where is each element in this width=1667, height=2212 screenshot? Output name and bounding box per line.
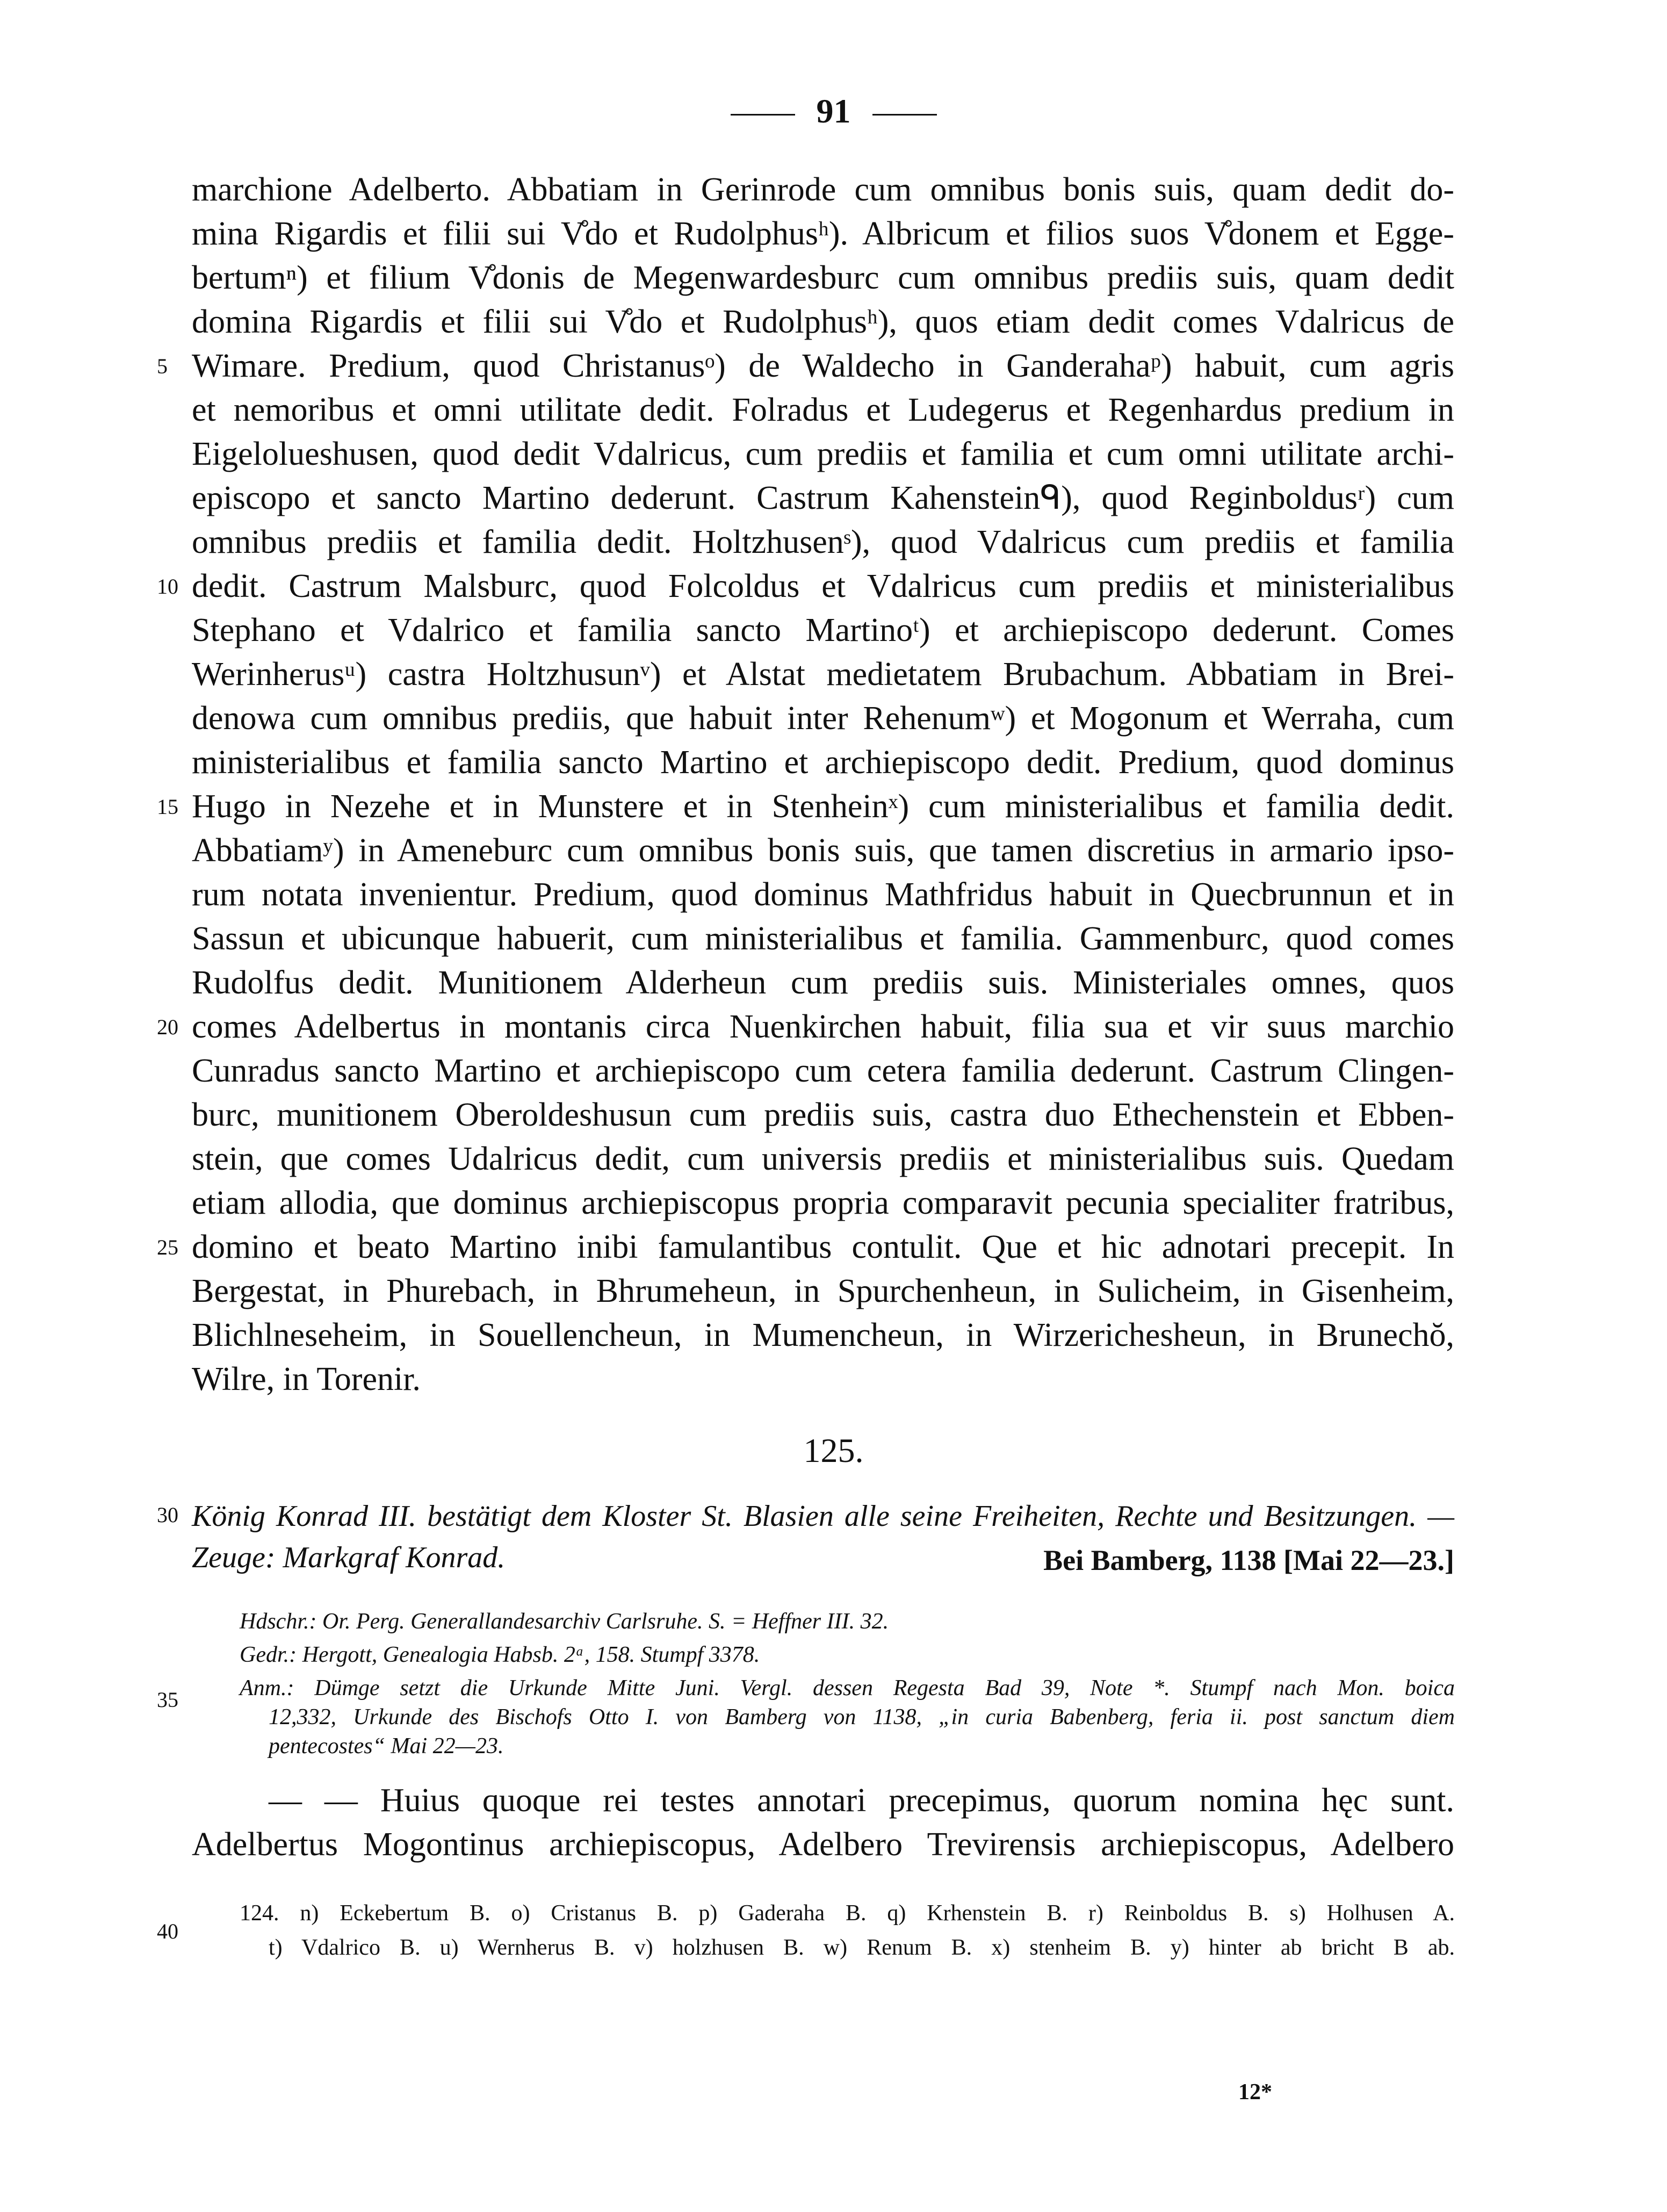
text-line: bertumⁿ) et filium V̊donis de Megenwardesburc cum omnibus prediis suis, quam dedit <box>192 260 1454 296</box>
header-rule-left <box>731 114 795 116</box>
text-line: etiam allodia, que dominus archiepiscopus propria comparavit pecunia specialiter fratribus, <box>192 1185 1454 1221</box>
page-header <box>0 94 1667 128</box>
line-number: 40 <box>157 1919 178 1943</box>
line-number: 5 <box>157 354 168 378</box>
line-number: 25 <box>157 1235 178 1259</box>
signature-mark: 12* <box>1238 2080 1272 2105</box>
text-line: omnibus prediis et familia dedit. Holtzhusenˢ), quod Vdalricus cum prediis et familia <box>192 524 1454 560</box>
line-number: 15 <box>157 795 178 819</box>
text-line: burc, munitionem Oberoldeshusun cum prediis suis, castra duo Ethechenstein et Ebben- <box>192 1097 1454 1133</box>
page-number: 91 <box>816 92 851 130</box>
apparatus-line: Anm.: Dümge setzt die Urkunde Mitte Juni. Vergl. dessen Regesta Bad 39, Note *. Stumpf nach Mon. boica <box>240 1676 1455 1701</box>
text-line: comes Adelbertus in montanis circa Nuenkirchen habuit, filia sua et vir suus marchio <box>192 1008 1454 1045</box>
regest-line: Zeuge: Markgraf Konrad. <box>192 1541 506 1574</box>
text-line: — — Huius quoque rei testes annotari precepimus, quorum nomina hęc sunt. <box>269 1782 1454 1819</box>
apparatus-line: 12,332, Urkunde des Bischofs Otto I. von Bamberg von 1138, „in curia Babenberg, feria ii. post sanctum diem <box>269 1705 1455 1730</box>
regest-line: König Konrad III. bestätigt dem Kloster St. Blasien alle seine Freiheiten, Rechte und Besitzungen. — <box>192 1500 1454 1533</box>
text-line: denowa cum omnibus prediis, que habuit inter Rehenumʷ) et Mogonum et Werraha, cum <box>192 700 1454 737</box>
text-line: Wilre, in Torenir. <box>192 1361 421 1397</box>
line-number: 20 <box>157 1015 178 1039</box>
text-line: domino et beato Martino inibi famulantibus contulit. Que et hic adnotari precepit. In <box>192 1229 1454 1265</box>
apparatus-line: Hdschr.: Or. Perg. Generallandesarchiv Carlsruhe. S. = Heffner III. 32. <box>240 1609 889 1634</box>
text-line: domina Rigardis et filii sui V̊do et Rudolphusʰ), quos etiam dedit comes Vdalricus de <box>192 304 1454 340</box>
text-line: Rudolfus dedit. Munitionem Alderheun cum prediis suis. Ministeriales omnes, quos <box>192 964 1454 1001</box>
text-line: stein, que comes Udalricus dedit, cum universis prediis et ministerialibus suis. Quedam <box>192 1141 1454 1177</box>
line-number: 10 <box>157 574 178 599</box>
footnote-line: t) Vdalrico B. u) Wernherus B. v) holzhusen B. w) Renum B. x) stenheim B. y) hinter ab bricht B ab. <box>269 1935 1455 1960</box>
header-rule-right <box>872 114 937 116</box>
text-line: Abbatiamʸ) in Ameneburc cum omnibus bonis suis, que tamen discretius in armario ipso- <box>192 832 1454 869</box>
line-number: 30 <box>157 1503 178 1527</box>
apparatus-line: Gedr.: Hergott, Genealogia Habsb. 2ᵃ, 158. Stumpf 3378. <box>240 1642 760 1667</box>
footnote-line: 124. n) Eckebertum B. o) Cristanus B. p) Gaderaha B. q) Krhenstein B. r) Reinboldus B. s) Holhusen A. <box>240 1901 1455 1926</box>
text-line: episcopo et sancto Martino dederunt. Castrum Kahensteinᑫ), quod Reginboldusʳ) cum <box>192 480 1454 516</box>
line-number: 35 <box>157 1688 178 1712</box>
text-line: Cunradus sancto Martino et archiepiscopo cum cetera familia dederunt. Castrum Clingen- <box>192 1053 1454 1089</box>
text-line: Stephano et Vdalrico et familia sancto Martinoᵗ) et archiepiscopo dederunt. Comes <box>192 612 1454 649</box>
apparatus-line: pentecostes“ Mai 22—23. <box>269 1734 504 1759</box>
document-date: Bei Bamberg, 1138 [Mai 22—23.] <box>1043 1544 1454 1576</box>
text-line: marchione Adelberto. Abbatiam in Gerinrode cum omnibus bonis suis, quam dedit do- <box>192 171 1454 208</box>
text-line: mina Rigardis et filii sui V̊do et Rudolphusʰ). Albricum et filios suos V̊donem et Egge- <box>192 215 1454 252</box>
text-line: Bergestat, in Phurebach, in Bhrumeheun, in Spurchenheun, in Sulicheim, in Gisenheim, <box>192 1273 1454 1309</box>
text-line: Sassun et ubicunque habuerit, cum ministerialibus et familia. Gammenburc, quod comes <box>192 920 1454 957</box>
text-line: dedit. Castrum Malsburc, quod Folcoldus et Vdalricus cum prediis et ministerialibus <box>192 568 1454 604</box>
text-line: Eigelolueshusen, quod dedit Vdalricus, cum prediis et familia et cum omni utilitate archi- <box>192 436 1454 472</box>
text-line: Werinherusᵘ) castra Holtzhusunᵛ) et Alstat medietatem Brubachum. Abbatiam in Brei- <box>192 656 1454 693</box>
text-line: ministerialibus et familia sancto Martino et archiepiscopo dedit. Predium, quod dominus <box>192 744 1454 781</box>
text-line: rum notata invenientur. Predium, quod dominus Mathfridus habuit in Quecbrunnun et in <box>192 876 1454 913</box>
text-line: Blichlneseheim, in Souellencheun, in Mumencheun, in Wirzerichesheun, in Brunechŏ, <box>192 1317 1454 1353</box>
text-line: et nemoribus et omni utilitate dedit. Folradus et Ludegerus et Regenhardus predium in <box>192 392 1454 428</box>
document-number: 125. <box>803 1431 864 1469</box>
text-line: Hugo in Nezehe et in Munstere et in Stenheinˣ) cum ministerialibus et familia dedit. <box>192 788 1454 825</box>
text-line: Wimare. Predium, quod Christanusᵒ) de Waldecho in Ganderahaᵖ) habuit, cum agris <box>192 348 1454 384</box>
text-line: Adelbertus Mogontinus archiepiscopus, Adelbero Trevirensis archiepiscopus, Adelbero <box>192 1826 1454 1863</box>
